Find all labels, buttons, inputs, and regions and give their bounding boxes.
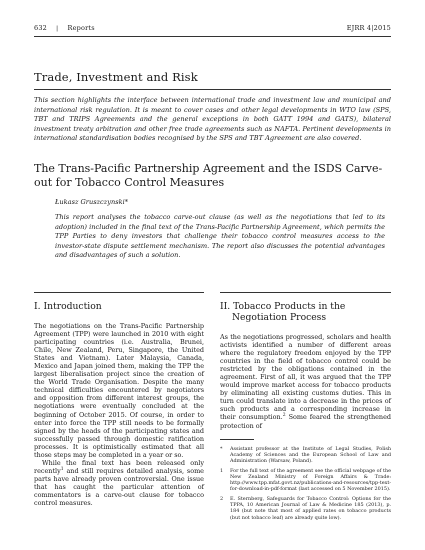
paragraph-text: and still requires detailed analysis, some parts have already proven controversial. One issue that has caught the particular attention of commentators is a carve-out clause for tobacco control measures. xyxy=(34,466,204,508)
column-rule xyxy=(34,292,204,293)
footnote xyxy=(220,446,391,464)
running-head xyxy=(34,24,391,32)
paragraph-text: Some feared the strengthened protection of xyxy=(220,413,391,430)
paragraph-text: As the negotiations progressed, scholars and health activists identified a number of different areas where the regulatory freedom enjoyed by the TPP countries in the field of tobacco control could be restricted by the obligations contained in the agreement. First of all, it was argued that the TPP would improve market access for tobacco products by eliminating all existing customs duties. This in turn could translate into a decrease in the prices of such products and a corresponding increase in their consumption. xyxy=(220,333,391,422)
footnote xyxy=(220,468,391,492)
footnote-number: 1 xyxy=(220,467,224,474)
footnote xyxy=(220,496,391,520)
footnote-text: E. Sternberg, Safeguards for Tobacco Control: Options for the TPPA, 10 American Journal of Law & Medicine 185 (2013), p. 184 (but note that most of applied rates on tobacco products (but not tobacco leaf) are already quite low). xyxy=(230,496,391,521)
section-heading-tobacco: II. Tobacco Products in the Negotiation Process xyxy=(220,301,346,323)
header-rule xyxy=(34,36,391,37)
body-paragraph xyxy=(34,459,204,507)
footnote-text: For the full text of the agreement see the official webpage of the New Zealand Ministry of Foreign Affairs & Trade: http://www.tpp.mfat.govt.nz/publications-and-resources/tpp-text-for-download-in-pdf-format (last accessed on 5 November 2015). xyxy=(230,467,391,493)
column-rule xyxy=(220,292,391,293)
body-paragraph: The negotiations on the Trans-Pacific Partnership Agreement (TPP) were launched in 2010 with eight participating countries (i.e. Australia, Brunei, Chile, New Zealand, Peru, Singapore, the United States and Vietnam). Later Malaysia, Canada, Mexico and Japan joined them, making the TPP the largest liberalisation project since the creation of the World Trade Organisation. Despite the many technical difficulties encountered by negotiators and opposition from different interest groups, the negotiations were eventually concluded at the beginning of October 2015. Of course, in order to enter into force the TPP still needs to be formally signed by the heads of the participating states and successfully passed through domestic ratification processes. It is optimistically estimated that all those steps may be completed in a year or so. xyxy=(34,322,204,459)
article-title: The Trans-Pacific Partnership Agreement and the ISDS Carve-out for Tobacco Control Measures xyxy=(34,162,383,189)
section-rule xyxy=(34,89,391,90)
footnote-number: 2 xyxy=(220,496,224,503)
journal-name: EJRR xyxy=(346,24,365,32)
footnote-number: * xyxy=(220,445,223,452)
section-label: Reports xyxy=(67,24,95,32)
left-column xyxy=(34,292,204,507)
footnote-ref: 1 xyxy=(60,466,64,472)
section-intro: This section highlights the interface between international trade and investment law and municipal and international risk regulation. It is meant to cover cases and other legal developments in WTO law (SPS, TBT and TRIPS Agreements and the general exceptions in both GATT 1994 and GATS), bilateral investment treaty arbitration and other free trade agreements such as NAFTA. Pertinent developments in international standardisation bodies recognised by the SPS and TBT Agreement are also covered. xyxy=(34,96,391,143)
section-heading-introduction: I. Introduction xyxy=(34,301,102,312)
page-number: 632 xyxy=(34,24,48,32)
footnote-ref: 2 xyxy=(282,413,286,419)
footnote-text: Assistant professor at the Institute of Legal Studies, Polish Academy of Sciences and the European School of Law and Administration (Warsaw, Poland). xyxy=(230,445,391,464)
footnote-rule xyxy=(220,439,254,440)
separator: | xyxy=(56,25,59,32)
section-title: Trade, Investment and Risk xyxy=(34,70,198,84)
right-column xyxy=(220,292,391,525)
author-name: Łukasz Gruszczynski* xyxy=(55,198,128,206)
journal-issue: 4|2015 xyxy=(366,24,391,32)
body-paragraph xyxy=(220,333,391,430)
paragraph-text: While the final text has been released only recently xyxy=(34,458,204,475)
abstract: This report analyses the tobacco carve-out clause (as well as the negotiations that led to its adoption) included in the final text of the Trans-Pacific Partnership Agreement, which permits the TPP Parties to deny investors that challenge their tobacco control measures access to the investor-state dispute settlement mechanism. The report also discusses the potential advantages and disadvantages of such a solution. xyxy=(55,213,385,259)
